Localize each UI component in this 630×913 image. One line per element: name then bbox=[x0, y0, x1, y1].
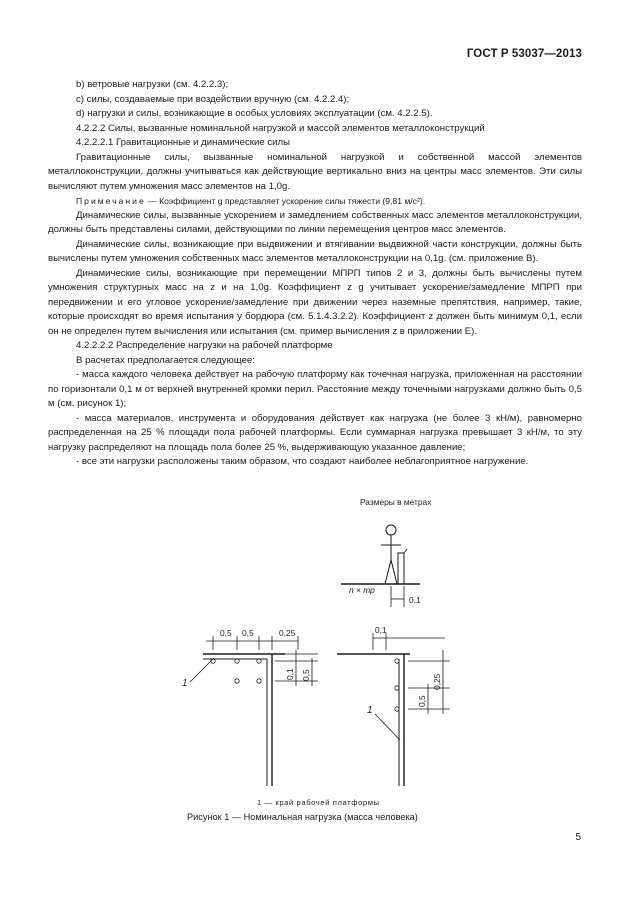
dim-label: 0,5 bbox=[220, 628, 232, 638]
section-heading-4-2-2-2-1: 4.2.2.2.1 Гравитационные и динамические силы bbox=[76, 137, 290, 148]
figure-legend: 1 — край рабочей платформы bbox=[257, 798, 380, 807]
dim-label: 0,25 bbox=[432, 673, 442, 690]
list-item-material-mass: - масса материалов, инструмента и оборудования действует как нагрузка (не более 3 кН/м), равномерно распределенная на 25 % площади пола рабочей платформы. Если суммарная нагрузка превышает 3 кН/м, то эту нагрузку распределяют на площадь пола более 25 %, выдерживающую указанное давление; bbox=[48, 412, 582, 453]
note-prefix: Примечание bbox=[76, 196, 146, 206]
standard-code: ГОСТ Р 53037—2013 bbox=[466, 48, 582, 60]
dim-label: 0,25 bbox=[279, 628, 296, 638]
figure-caption: Рисунок 1 — Номинальная нагрузка (масса человека) bbox=[187, 812, 418, 822]
point-load bbox=[235, 679, 239, 683]
list-item-person-mass: - масса каждого человека действует на рабочую платформу как точечная нагрузка, приложенная на расстоянии по горизонтали 0,1 м от верхней внутренней кромки перил. Расстояние между точечными нагрузками должно быть 0,5 м (см. рисунок 1); bbox=[48, 369, 582, 409]
callout-number: 1 bbox=[367, 705, 373, 716]
paragraph-dynamic-1: Динамические силы, вызванные ускорением и замедлением собственных масс элементов металлоконструкции, должны быть представлены силами, действующими по линии перемещения центров масс элементов. bbox=[48, 209, 582, 235]
note-text: — Коэффициент g представляет ускорение силы тяжести (9,81 м/с²). bbox=[145, 196, 426, 206]
plan-view-right bbox=[337, 625, 450, 786]
paragraph-dynamic-3: Динамические силы, возникающие при перемещении МПРП типов 2 и 3, должны быть вычислены путем умножения структурных масс на z и на 1,0g. Коэффициент z g учитывает ускорение/замедление МПРП при передвижении и его угловое ускорение/замедление при движении через наземные препятствия, например, такие, которые происходят во время испытания у бордюра (см. 5.1.4.3.2.2). Коэффициент z должен быть минимум 0,1, если он не определен путем вычисления или испытания (см. пример вычисления z в приложении Е). bbox=[48, 267, 582, 337]
point-load bbox=[257, 679, 261, 683]
section-heading-4-2-2-2: 4.2.2.2 Силы, вызванные номинальной нагрузкой и массой элементов металлоконструкций bbox=[76, 122, 485, 134]
dim-label: 0,5 bbox=[417, 695, 427, 707]
section-heading-4-2-2-2-2: 4.2.2.2.2 Распределение нагрузки на рабочей платформе bbox=[76, 340, 333, 351]
page-number: 5 bbox=[575, 832, 581, 843]
plan-view-left bbox=[182, 628, 318, 786]
paragraph-gravity: Гравитационные силы, вызванные номинальной нагрузкой и собственной массой элементов металлоконструкции, должны учитываться как действующие вертикально вниз на центры масс элементов. Эти силы вычисляют путем умножения масс элементов на 1,0g. bbox=[48, 151, 582, 192]
figure-units-label: Размеры в метрах bbox=[360, 497, 432, 507]
list-item-d: d) нагрузки и силы, возникающие в особых условиях эксплуатации (см. 4.2.2.5). bbox=[76, 108, 433, 119]
guardrail-top bbox=[398, 549, 407, 584]
paragraph-dynamic-2: Динамические силы, возникающие при выдвижении и втягивании выдвижной части конструкции, должны быть вычислены путем умножения собственных масс элементов металлоконструкции на 0,1g. (см. приложение В). bbox=[48, 238, 582, 264]
dim-label: 0,5 bbox=[301, 669, 311, 681]
dim-label: 0,1 bbox=[285, 668, 295, 680]
list-item-c: c) силы, создаваемые при воздействии вручную (см. 4.2.2.4); bbox=[76, 93, 350, 105]
list-item-b: b) ветровые нагрузки (см. 4.2.2.3); bbox=[76, 79, 229, 90]
paragraph-assumptions: В расчетах предполагается следующее: bbox=[76, 354, 255, 366]
list-item-arrangement: - все эти нагрузки расположены таким образом, что создают наиболее неблагоприятное нагружение. bbox=[76, 456, 529, 467]
dim-label: 0,5 bbox=[242, 628, 254, 638]
dim-label: 0,1 bbox=[375, 625, 387, 635]
load-label: n × mp bbox=[349, 585, 375, 595]
callout-number: 1 bbox=[182, 678, 188, 689]
dim-label: 0,1 bbox=[409, 595, 421, 605]
